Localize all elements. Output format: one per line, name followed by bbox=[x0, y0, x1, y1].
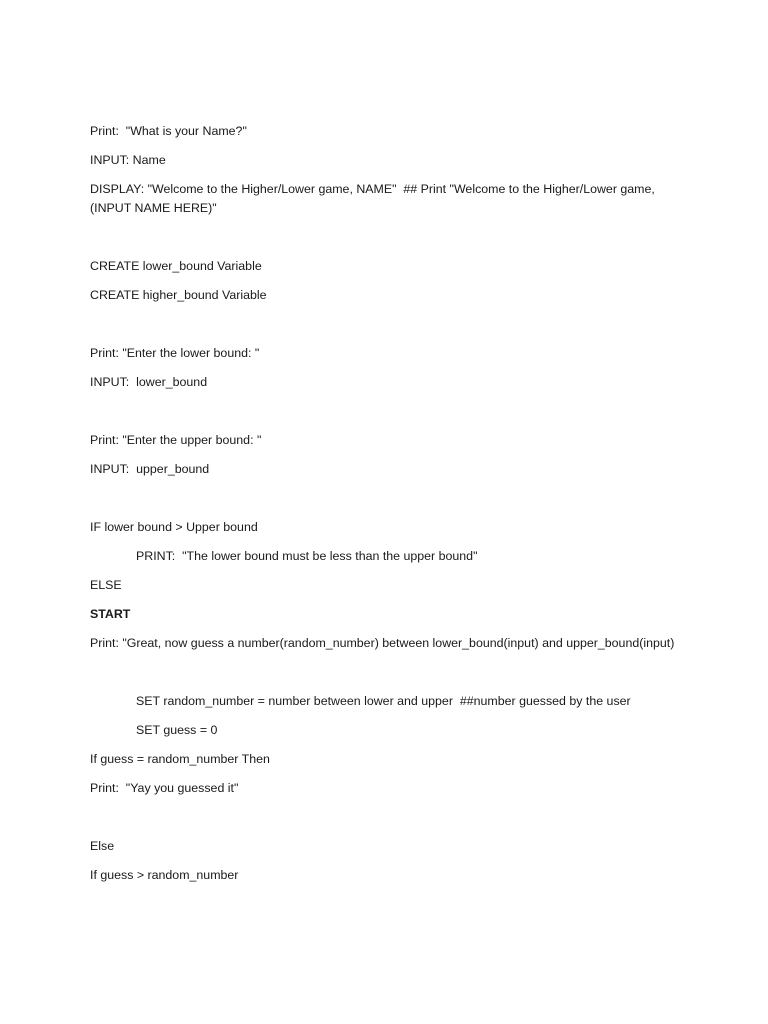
line-else-2: Else bbox=[90, 839, 115, 853]
blank-line bbox=[90, 402, 680, 431]
blank-line bbox=[90, 663, 680, 692]
line-set-random-number: SET random_number = number between lower and upper ##number guessed by the user bbox=[136, 694, 631, 708]
line-print-bound-error: PRINT: "The lower bound must be less than the upper bound" bbox=[136, 549, 478, 563]
line-if-bounds-check: IF lower bound > Upper bound bbox=[90, 520, 258, 534]
line-set-guess: SET guess = 0 bbox=[136, 723, 218, 737]
line-start: START bbox=[90, 607, 131, 621]
blank-line bbox=[90, 808, 680, 837]
blank-line bbox=[90, 228, 680, 257]
line-print-upper-prompt: Print: "Enter the upper bound: " bbox=[90, 433, 262, 447]
line-if-guess-equals: If guess = random_number Then bbox=[90, 752, 270, 766]
blank-line bbox=[90, 489, 680, 518]
line-create-lower-bound: CREATE lower_bound Variable bbox=[90, 259, 262, 273]
line-if-guess-greater: If guess > random_number bbox=[90, 868, 239, 882]
blank-line bbox=[90, 315, 680, 344]
line-display-welcome: DISPLAY: "Welcome to the Higher/Lower game, NAME" ## Print "Welcome to the Higher/Lower game, (INPUT NAME HERE)" bbox=[90, 182, 659, 215]
line-input-upper-bound: INPUT: upper_bound bbox=[90, 462, 210, 476]
line-input-lower-bound: INPUT: lower_bound bbox=[90, 375, 208, 389]
document-body bbox=[90, 122, 680, 895]
line-else: ELSE bbox=[90, 578, 122, 592]
line-print-success: Print: "Yay you guessed it" bbox=[90, 781, 239, 795]
line-print-guess-prompt: Print: "Great, now guess a number(random_number) between lower_bound(input) and upper_bound(input) bbox=[90, 636, 675, 650]
line-print-name-prompt: Print: "What is your Name?" bbox=[90, 124, 247, 138]
line-create-higher-bound: CREATE higher_bound Variable bbox=[90, 288, 267, 302]
line-input-name: INPUT: Name bbox=[90, 153, 166, 167]
line-print-lower-prompt: Print: "Enter the lower bound: " bbox=[90, 346, 260, 360]
